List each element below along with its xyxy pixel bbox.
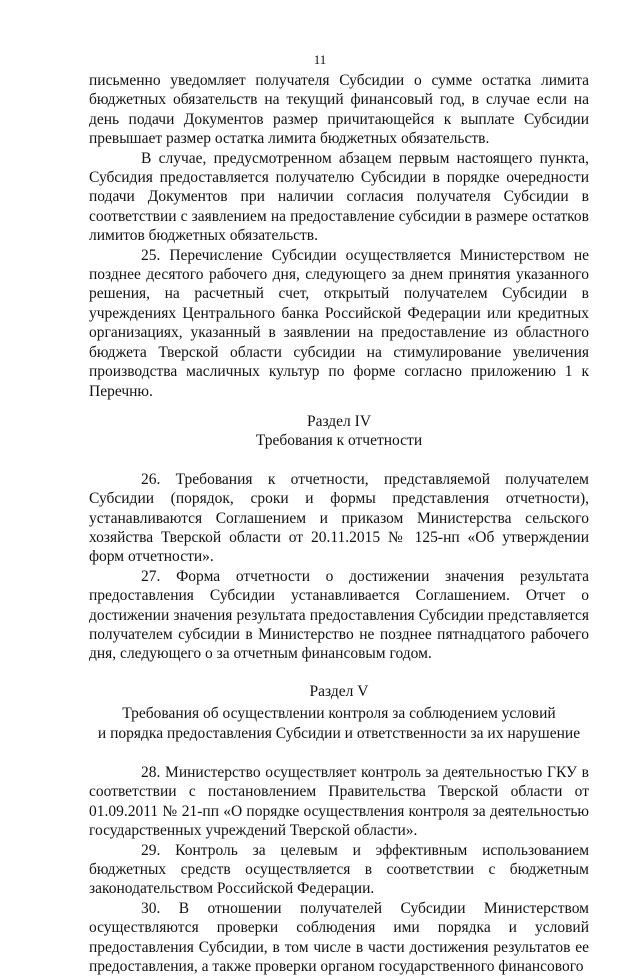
paragraph-29: 29. Контроль за целевым и эффективным использованием бюджетных средств осуществляется в соответствии с бюджетным законодательством Российской Федерации.	[89, 841, 589, 898]
paragraph-limit-notice: письменно уведомляет получателя Субсидии о сумме остатка лимита бюджетных обязательств на текущий финансовый год, в случае если на день подачи Документов размер причитающейся к выплате Субсидии превышает размер остатка лимита бюджетных обязательств.	[89, 72, 589, 148]
section-4-subtitle: Требования к отчетности	[255, 432, 423, 450]
section-5-title: Раздел V	[309, 682, 369, 700]
document-body	[89, 71, 589, 976]
paragraph-27: 27. Форма отчетности о достижении значения результата предоставления Субсидии устанавливается Соглашением. Отчет о достижении значения результата предоставления Субсидии представляется получателем субсидии в Министерство не позднее пятнадцатого рабочего дня, следующего о за отчетным финансовым годом.	[89, 567, 589, 663]
paragraph-30: 30. В отношении получателей Субсидии Министерством осуществляются проверки соблюдения ими порядка и условий предоставления Субсидии, в том числе в части достижения результатов ее предоставления, а также проверки органом государственного финансового	[89, 899, 589, 976]
section-4-title: Раздел IV	[306, 412, 372, 430]
section-5-subtitle-line2: и порядка предоставления Субсидии и ответственности за их нарушение	[97, 724, 581, 742]
paragraph-28: 28. Министерство осуществляет контроль за деятельностью ГКУ в соответствии с постановлением Правительства Тверской области от 01.09.2011 № 21-пп «О порядке осуществления контроля за деятельностью государственных учреждений Тверской области».	[89, 764, 589, 840]
paragraph-25: 25. Перечисление Субсидии осуществляется Министерством не позднее десятого рабочего дня, следующего за днем принятия указанного решения, на расчетный счет, открытый получателем Субсидии в учреждениях Центрального банка Российской Федерации или кредитных организациях, указанный в заявлении на предоставление из областного бюджета Тверской области субсидии на стимулирование увеличения производства масличных культур по форме согласно приложению 1 к Перечню.	[89, 246, 589, 400]
section-5-subtitle-line1: Требования об осуществлении контроля за соблюдением условий	[122, 705, 556, 723]
page-number: 11	[313, 52, 327, 67]
paragraph-queue-order: В случае, предусмотренном абзацем первым настоящего пункта, Субсидия предоставляется получателю Субсидии в порядке очередности подачи Документов при наличии согласия получателя Субсидии в соответствии с заявлением на предоставление субсидии в размере остатков лимитов бюджетных обязательств.	[89, 149, 589, 245]
paragraph-26: 26. Требования к отчетности, представляемой получателем Субсидии (порядок, сроки и формы представления отчетности), устанавливаются Соглашением и приказом Министерства сельского хозяйства Тверской области от 20.11.2015 № 125-нп «Об утверждении форм отчетности».	[89, 470, 589, 566]
